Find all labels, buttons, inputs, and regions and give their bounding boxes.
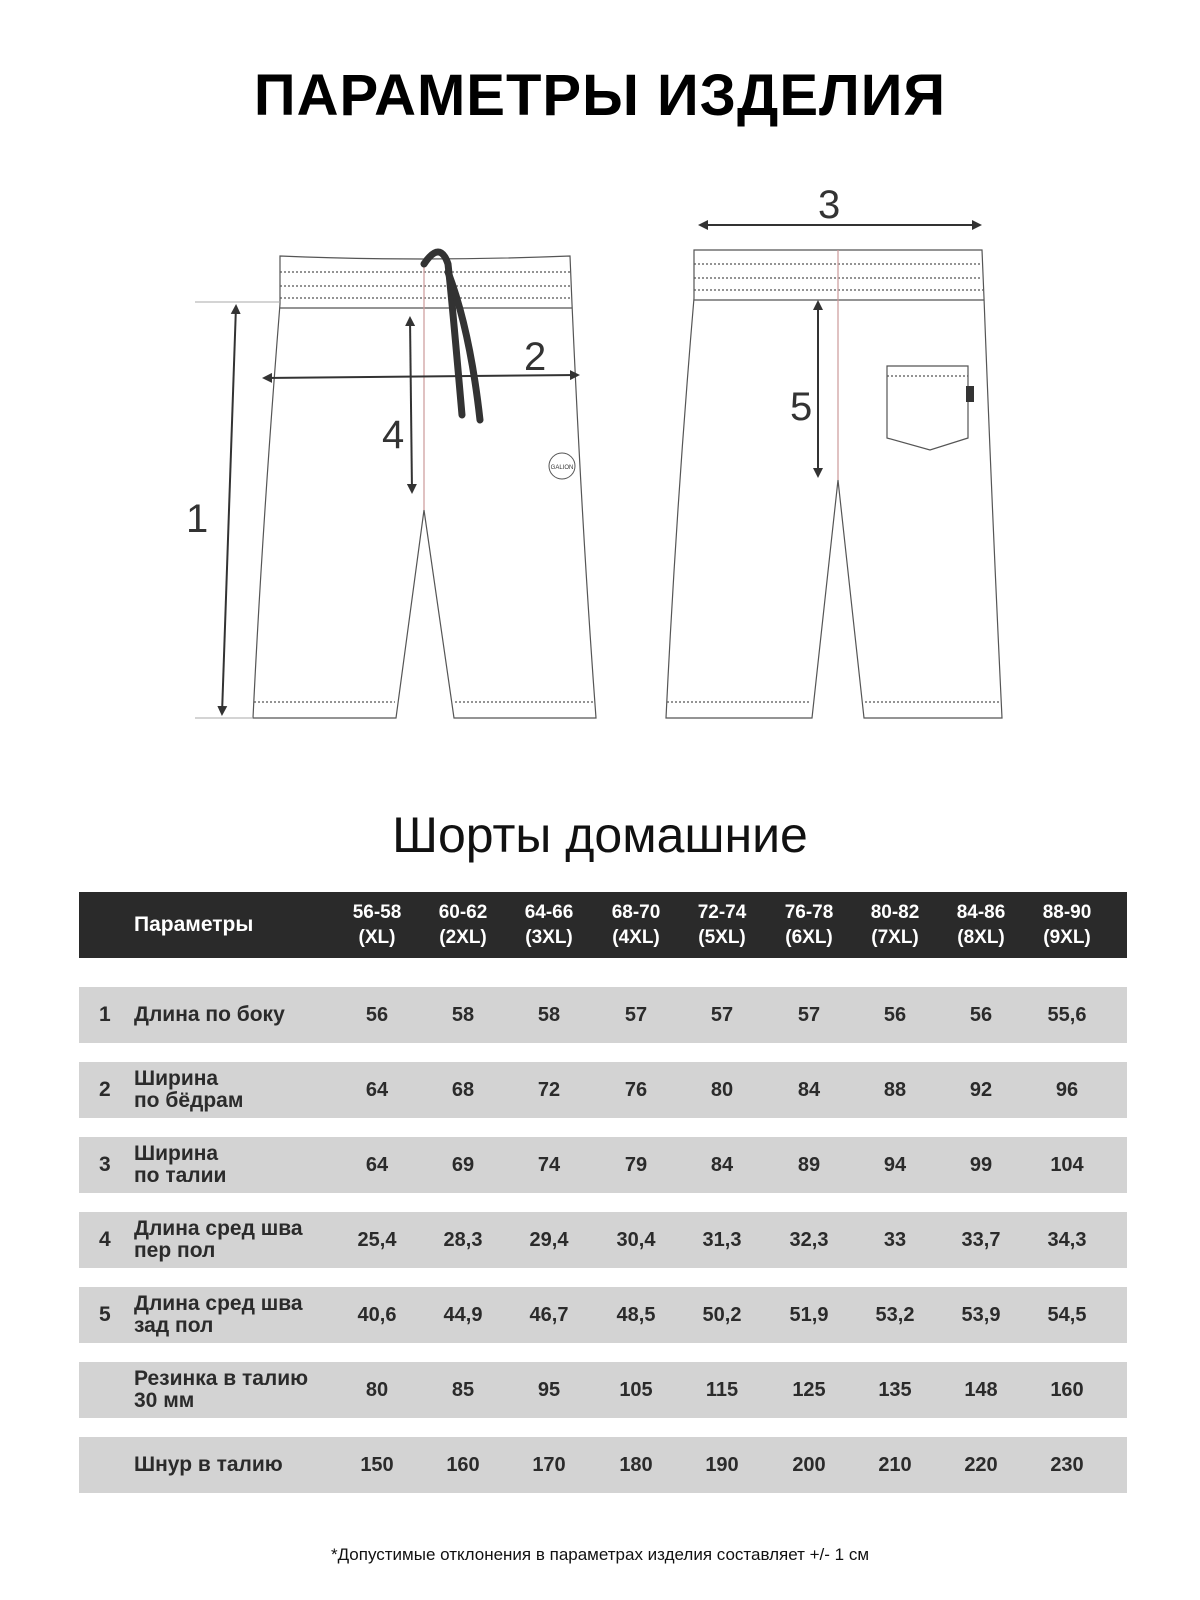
size-header <box>941 900 1021 950</box>
table-cell: 57 <box>624 1004 648 1026</box>
table-cell: 160 <box>446 1454 480 1476</box>
shorts-diagram <box>0 180 1200 760</box>
table-cell: 44,9 <box>443 1304 483 1326</box>
row-label-line: Длина по боку <box>134 1003 285 1026</box>
table-cell: 88 <box>883 1079 907 1101</box>
dimension-3 <box>700 183 980 227</box>
param-column-header: Параметры <box>134 913 254 936</box>
table-cell: 56 <box>969 1004 993 1026</box>
table-cell: 74 <box>537 1154 561 1176</box>
table-row <box>79 1212 1127 1268</box>
size-range: 64-66 <box>524 902 574 923</box>
table-cell: 104 <box>1050 1154 1084 1176</box>
row-label-line: Резинка в талию <box>134 1367 309 1390</box>
row-label <box>134 1287 344 1343</box>
size-range: 60-62 <box>438 902 488 923</box>
svg-text:4: 4 <box>382 413 405 457</box>
size-range: 72-74 <box>697 902 747 923</box>
table-cell: 220 <box>964 1454 998 1476</box>
table-cell: 28,3 <box>443 1229 483 1251</box>
row-number: 1 <box>99 1003 111 1026</box>
table-cell: 31,3 <box>702 1229 742 1251</box>
table-cell: 56 <box>365 1004 389 1026</box>
size-header <box>682 900 762 950</box>
table-cell: 115 <box>705 1379 739 1401</box>
row-number: 4 <box>99 1228 111 1251</box>
size-code: (4XL) <box>612 927 660 948</box>
row-label-line: Ширина <box>134 1142 219 1165</box>
table-cell: 53,9 <box>961 1304 1001 1326</box>
size-header <box>423 900 503 950</box>
table-cell: 99 <box>969 1154 993 1176</box>
table-row <box>79 1362 1127 1418</box>
table-cell: 160 <box>1050 1379 1084 1401</box>
product-name: Шорты домашние <box>392 807 808 863</box>
table-cell: 180 <box>619 1454 653 1476</box>
size-header <box>337 900 417 950</box>
row-label <box>134 1137 344 1193</box>
size-code: (8XL) <box>957 927 1005 948</box>
table-row <box>79 1062 1127 1118</box>
row-label-line: по талии <box>134 1164 227 1187</box>
table-row <box>79 987 1127 1043</box>
table-cell: 94 <box>883 1154 907 1176</box>
table-cell: 148 <box>964 1379 998 1401</box>
row-number: 2 <box>99 1078 111 1101</box>
table-cell: 56 <box>883 1004 907 1026</box>
table-header <box>79 892 1127 958</box>
brand-logo <box>549 453 575 479</box>
front-shorts-outline <box>253 256 596 718</box>
table-cell: 30,4 <box>616 1229 656 1251</box>
size-code: (9XL) <box>1043 927 1091 948</box>
table-row <box>79 1137 1127 1193</box>
svg-text:1: 1 <box>186 497 209 541</box>
size-range: 68-70 <box>611 902 661 923</box>
table-cell: 33,7 <box>961 1229 1001 1251</box>
row-label <box>134 987 344 1043</box>
table-cell: 55,6 <box>1047 1004 1087 1026</box>
table-cell: 84 <box>797 1079 821 1101</box>
size-range: 84-86 <box>956 902 1006 923</box>
table-cell: 79 <box>624 1154 648 1176</box>
table-cell: 54,5 <box>1047 1304 1087 1326</box>
size-header <box>596 900 676 950</box>
table-cell: 57 <box>797 1004 821 1026</box>
size-range: 56-58 <box>352 902 402 923</box>
row-number: 5 <box>99 1303 111 1326</box>
size-code: (3XL) <box>525 927 573 948</box>
size-header <box>509 900 589 950</box>
table-cell: 32,3 <box>789 1229 829 1251</box>
table-cell: 29,4 <box>529 1229 569 1251</box>
svg-text:3: 3 <box>818 183 841 227</box>
table-cell: 58 <box>537 1004 561 1026</box>
table-cell: 95 <box>537 1379 561 1401</box>
size-header <box>769 900 849 950</box>
footnote: *Допустимые отклонения в параметрах изделия составляет +/- 1 см <box>330 1545 870 1564</box>
row-label <box>134 1062 344 1118</box>
row-label <box>134 1437 344 1493</box>
table-cell: 105 <box>619 1379 653 1401</box>
row-label-line: зад пол <box>134 1314 214 1337</box>
table-cell: 89 <box>797 1154 821 1176</box>
size-header <box>1027 900 1107 950</box>
row-label-line: Ширина <box>134 1067 219 1090</box>
size-table <box>79 892 1127 1493</box>
page-title: ПАРАМЕТРЫ ИЗДЕЛИЯ <box>253 63 947 128</box>
table-cell: 58 <box>451 1004 475 1026</box>
table-cell: 96 <box>1055 1079 1079 1101</box>
row-label-line: Шнур в талию <box>134 1453 283 1476</box>
table-cell: 40,6 <box>357 1304 397 1326</box>
table-cell: 51,9 <box>789 1304 829 1326</box>
size-range: 88-90 <box>1042 902 1092 923</box>
table-cell: 25,4 <box>357 1229 397 1251</box>
svg-text:2: 2 <box>524 335 547 379</box>
size-range: 80-82 <box>870 902 920 923</box>
size-code: (6XL) <box>785 927 833 948</box>
table-cell: 33 <box>883 1229 907 1251</box>
table-cell: 210 <box>878 1454 912 1476</box>
svg-text:GALION: GALION <box>550 465 574 471</box>
table-cell: 46,7 <box>529 1304 569 1326</box>
table-row <box>79 1437 1127 1493</box>
row-label-line: Длина сред шва <box>134 1292 303 1315</box>
size-range: 76-78 <box>784 902 834 923</box>
size-code: (2XL) <box>439 927 487 948</box>
table-cell: 64 <box>365 1079 389 1101</box>
size-code: (XL) <box>358 927 396 948</box>
table-cell: 150 <box>360 1454 394 1476</box>
table-cell: 135 <box>878 1379 912 1401</box>
table-cell: 53,2 <box>875 1304 915 1326</box>
table-cell: 50,2 <box>702 1304 742 1326</box>
table-cell: 200 <box>792 1454 826 1476</box>
size-code: (5XL) <box>698 927 746 948</box>
table-cell: 68 <box>451 1079 475 1101</box>
table-cell: 76 <box>624 1079 648 1101</box>
table-cell: 64 <box>365 1154 389 1176</box>
table-cell: 48,5 <box>616 1304 656 1326</box>
table-cell: 85 <box>451 1379 475 1401</box>
row-label <box>134 1212 344 1268</box>
row-label-line: 30 мм <box>134 1389 195 1412</box>
table-cell: 190 <box>705 1454 739 1476</box>
table-cell: 80 <box>365 1379 389 1401</box>
table-cell: 57 <box>710 1004 734 1026</box>
size-code: (7XL) <box>871 927 919 948</box>
table-cell: 170 <box>532 1454 566 1476</box>
row-label-line: Длина сред шва <box>134 1217 303 1240</box>
table-row <box>79 1287 1127 1343</box>
table-cell: 80 <box>710 1079 734 1101</box>
table-cell: 230 <box>1050 1454 1084 1476</box>
table-cell: 84 <box>710 1154 734 1176</box>
row-label-line: пер пол <box>134 1239 216 1262</box>
table-cell: 69 <box>451 1154 475 1176</box>
size-header <box>855 900 935 950</box>
row-label-line: по бёдрам <box>134 1089 244 1112</box>
table-cell: 92 <box>969 1079 993 1101</box>
table-cell: 72 <box>537 1079 561 1101</box>
table-cell: 125 <box>792 1379 826 1401</box>
row-number: 3 <box>99 1153 111 1176</box>
table-cell: 34,3 <box>1047 1229 1087 1251</box>
back-shorts-outline <box>666 250 1002 718</box>
svg-text:5: 5 <box>790 385 813 429</box>
row-label <box>134 1362 344 1418</box>
